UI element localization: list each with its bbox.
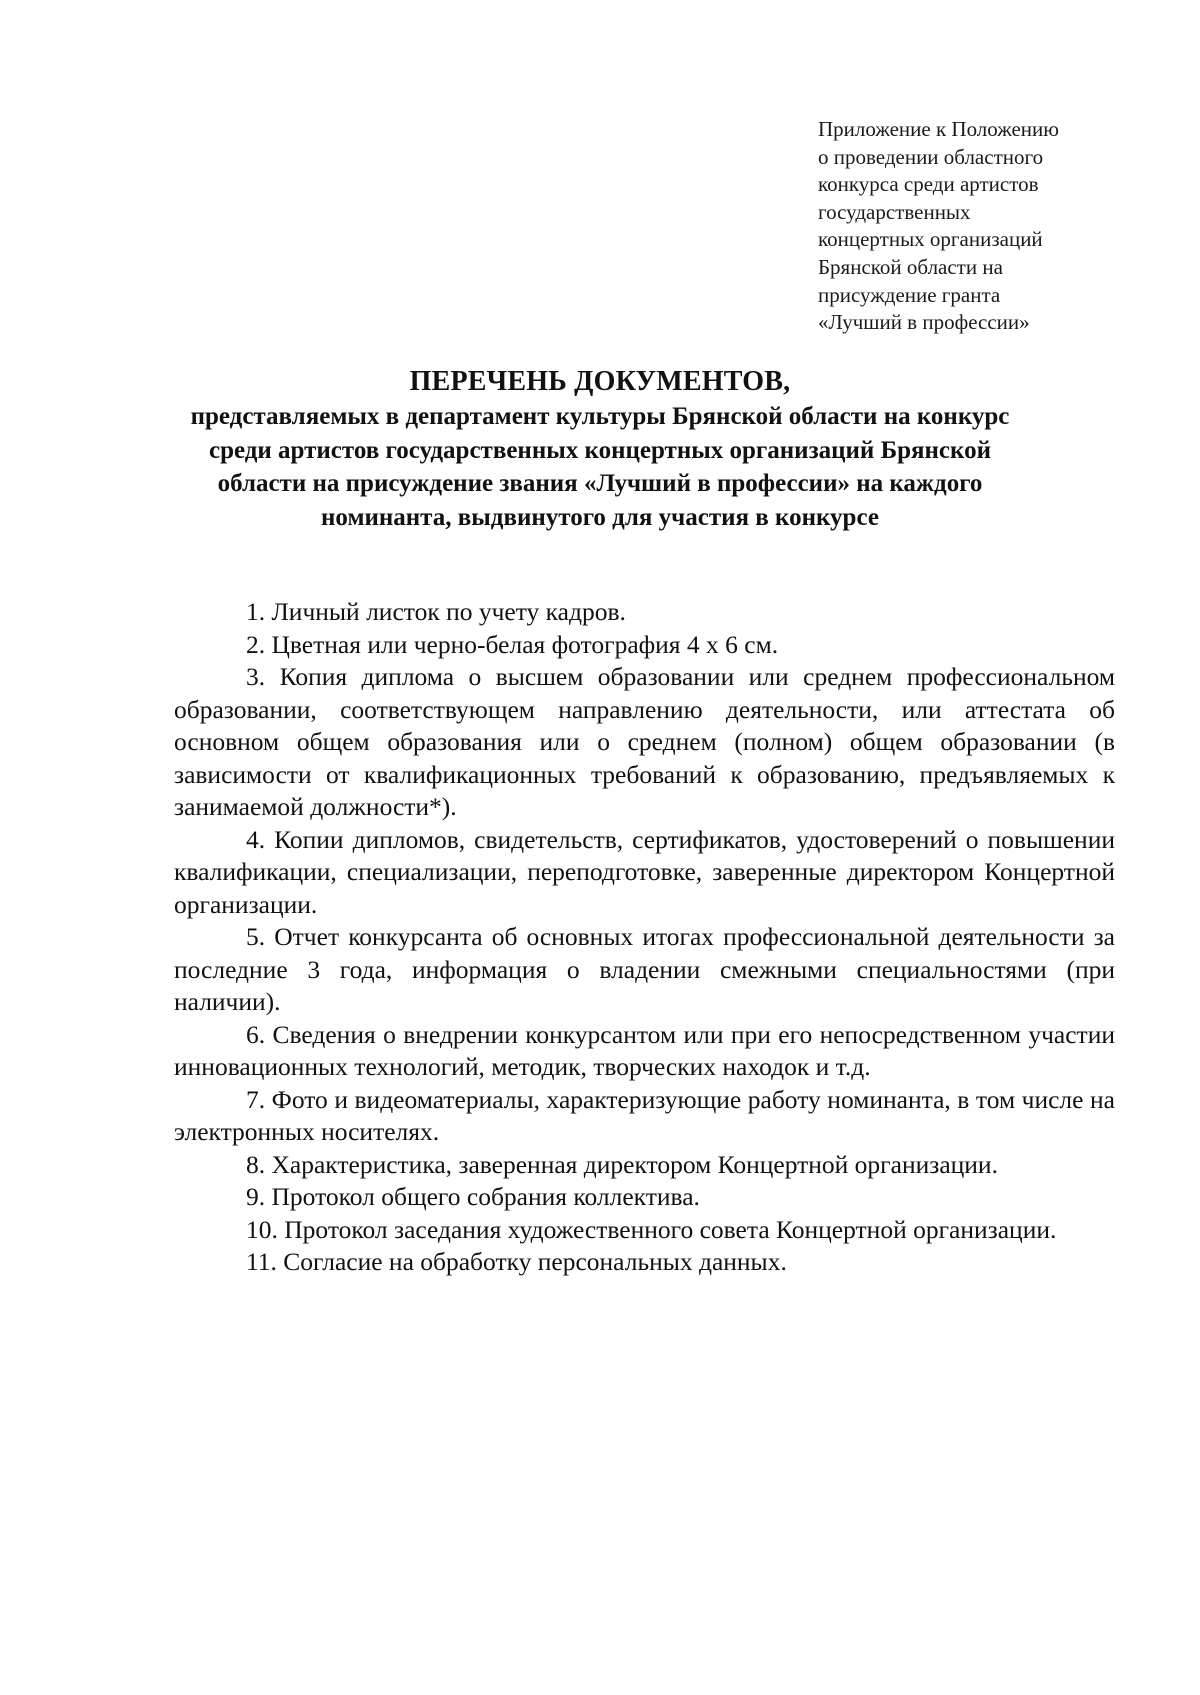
list-item: 3. Копия диплома о высшем образовании или среднем профессиональном образовании, соответствующем направлению деятельности, или аттестата об основном общем образования или о среднем (полном) общем образовании (в зависимости от квалификационных требований к образованию, предъявляемых к занимаемой должности*). xyxy=(174,662,1115,821)
document-heading xyxy=(150,364,1050,534)
list-item: 4. Копии дипломов, свидетельств, сертификатов, удостоверений о повышении квалификации, специализации, переподготовке, заверенные директором Концертной организации. xyxy=(174,824,1115,919)
appendix-line: Брянской области на xyxy=(818,254,1003,279)
subtitle-line: среди артистов государственных концертных организаций Брянской xyxy=(208,436,992,464)
appendix-line: Приложение к Положению xyxy=(818,117,1059,141)
appendix-line: концертных организаций xyxy=(818,227,1043,252)
appendix-note xyxy=(818,116,1148,337)
appendix-line: «Лучший в профессии» xyxy=(818,310,1030,335)
appendix-line: конкурса среди артистов xyxy=(818,172,1039,197)
list-item: 9. Протокол общего собрания коллектива. xyxy=(246,1182,700,1211)
list-item: 8. Характеристика, заверенная директором Концертной организации. xyxy=(246,1149,998,1179)
appendix-line: государственных xyxy=(818,199,971,224)
list-item: 1. Личный листок по учету кадров. xyxy=(246,597,626,626)
list-item: 7. Фото и видеоматериалы, характеризующие работу номинанта, в том числе на электронных носителях. xyxy=(174,1084,1115,1146)
appendix-line: о проведении областного xyxy=(818,144,1044,169)
appendix-line: присуждение гранта xyxy=(818,282,1001,307)
subtitle-line: представляемых в департамент культуры Брянской области на конкурс xyxy=(190,403,1010,430)
document-subtitle xyxy=(150,400,1050,534)
document-title: ПЕРЕЧЕНЬ ДОКУМЕНТОВ, xyxy=(409,366,791,397)
subtitle-line: области на присуждение звания «Лучший в профессии» на каждого xyxy=(217,470,983,497)
list-item: 6. Сведения о внедрении конкурсантом или при его непосредственном участии инновационных технологий, методик, творческих находок и т.д. xyxy=(174,1019,1115,1081)
list-item: 10. Протокол заседания художественного совета Концертной организации. xyxy=(246,1214,1057,1244)
document-list xyxy=(174,596,1115,1279)
list-item: 11. Согласие на обработку персональных данных. xyxy=(246,1247,787,1276)
subtitle-line: номинанта, выдвинутого для участия в конкурсе xyxy=(321,503,879,531)
list-item: 5. Отчет конкурсанта об основных итогах профессиональной деятельности за последние 3 года, информация о владении смежными специальностями (при наличии). xyxy=(174,922,1115,1016)
list-item: 2. Цветная или черно-белая фотография 4 х 6 см. xyxy=(246,629,779,659)
